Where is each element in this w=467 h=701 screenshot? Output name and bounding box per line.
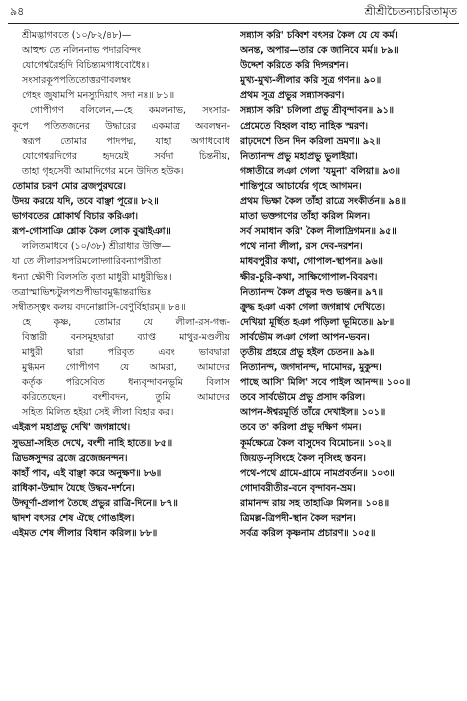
left-column-line: ধন্যা ক্ষৌণী বিলসতি বৃতা মাধুরী মাধুরীভিঃ। [12, 271, 172, 283]
right-column-line: মাতা ভক্তগণের তাঁহা করিল মিলন। [240, 211, 371, 223]
right-column-line: সন্ন্যাস করি' চব্বিশ বৎসর কৈল যে যে কর্ম। [240, 30, 398, 41]
right-column-line: মুখ্য-মুখ্য-লীলার করি সূত্র গণন॥ ৯০॥ [240, 75, 382, 87]
right-column-line: গঙ্গাতীরে লঞা গেলা 'যমুনা' বলিয়া॥ ৯৩॥ [240, 165, 400, 177]
header-rule [8, 23, 459, 24]
right-column-line: শান্তিপুরে আচার্যের গৃহে আগমন। [240, 180, 362, 192]
running-title: শ্রীশ্রীচৈতন্যচরিতামৃত [364, 5, 457, 18]
left-text-column [12, 28, 230, 541]
left-column-line: কূপে পতিতজনের উদ্ধারের একমাত্র অবলম্বন- [12, 120, 230, 132]
left-column-line: সুভদ্রা-সহিত দেখে, বংশী নাহি হাতে॥ ৮৫॥ [12, 437, 173, 449]
right-column-line: সার্বভৌম লঞা গেলা আপন-ভবন। [240, 331, 370, 343]
right-column-line: পথে-পথে গ্রামে-গ্রামে নামপ্রবর্তন॥ ১০৩॥ [240, 467, 395, 479]
right-column-line: তৃতীয় প্রহরে প্রভু হইল চেতন॥ ৯৯॥ [240, 346, 375, 358]
right-column-line: সর্বত্র করিল কৃষ্ণনাম প্রচারণ॥ ১০৫॥ [240, 528, 376, 540]
right-column-line: দেখিয়া মূর্ছিত হঞা পড়িলা ভূমিতে॥ ৯৮॥ [240, 316, 395, 328]
left-column-line: রূপ-গোসাঞি শ্লোক কৈল লোক বুঝাইঞা॥ [12, 226, 171, 238]
right-column-line: ক্ষীর-চুরি-কথা, সাক্ষিগোপাল-বিবরণ। [240, 271, 378, 283]
left-column-line: মুগ্ধমন গোপীগণ যে আমরা, আমাদের [22, 362, 230, 374]
left-column-line: ভাগবতের শ্লোকার্থ বিচার করিঞা। [12, 211, 139, 223]
left-column-line: মাধুরী দ্বারা পরিবৃত এবং ভাবদ্বারা [22, 346, 230, 358]
left-column-line: ত্রিভঙ্গসুন্দর ব্রজে ব্রজেন্দ্রনন্দন। [12, 452, 128, 464]
left-column-line: গোপীগণ বলিলেন,—হে কমলনাভ, সংসার- [30, 105, 230, 117]
page-number: ৯৪ [10, 5, 25, 18]
right-column-line: অনন্ত, অপার—তার কে জানিবে মর্ম॥ ৮৯॥ [240, 45, 399, 57]
left-column-line: শ্রীমদ্ভাগবতে (১০/৮২/৪৮)— [22, 30, 132, 41]
left-column-line: গেহং জুষামপি মনস্যুদিয়াৎ সদা নঃ॥ ৮১॥ [22, 90, 175, 102]
right-column-line: মাধবপুরীর কথা, গোপাল-স্থাপন॥ ৯৬॥ [240, 256, 383, 268]
right-column-line: আপন-ঈশ্বরমূর্তি তাঁরে দেখাইল॥ ১০১॥ [240, 407, 386, 419]
left-column-line: সহিত মিলিত হইয়া সেই লীলা বিহার কর। [22, 407, 174, 419]
right-column-line: গোদাবরীতীর-বনে বৃন্দাবন-ভ্রম। [240, 482, 356, 494]
right-column-line: ক্রুদ্ধ হঞা একা গেলা জগন্নাথ দেখিতে। [240, 301, 386, 313]
left-column-line: রাধিকা-উন্মাদ যৈছে উদ্ধব-দর্শনে। [12, 482, 135, 494]
left-column-line: এইরূপ মহাপ্রভু দেখি' জগন্নাথে। [12, 422, 131, 434]
left-column-line: তত্রাস্মাভিশ্চটুলপশুপীভাবমুগ্ধান্তরাভিঃ [12, 286, 152, 298]
left-column-line: এইমত শেষ লীলার বিধান করিল॥ ৮৮॥ [12, 528, 158, 540]
right-column-line: নিত্যানন্দ, জগদানন্দ, দামোদর, মুকুন্দ। [240, 362, 382, 374]
left-column-line: উদয় করয়ে যদি, তবে বাঞ্ছা পূরে॥ ৮২॥ [12, 196, 159, 208]
right-column-line: জিয়ড়-নৃসিংহে কৈল নৃসিংহ স্তবন। [240, 452, 366, 464]
right-column-line: প্রথম ভিক্ষা কৈল তাঁহা রাত্রে সংকীর্তন॥ ৯৪॥ [240, 196, 406, 208]
left-column-line: যোগেশ্বরদিগের হৃদয়েই সর্বদা চিন্তনীয়, [22, 150, 230, 162]
right-column-line: উদ্দেশ করিতে করি দিগ্দরশন। [240, 60, 349, 72]
right-column-line: কূর্মক্ষেত্রে কৈল বাসুদেব বিমোচন॥ ১০২॥ [240, 437, 392, 449]
left-column-line: যোগেশ্বরৈর্হৃদি বিচিন্ত্যমগাধবোধৈঃ। [22, 60, 150, 72]
right-column-line: প্রথম সূত্র প্রভুর সন্ন্যাসকরণ। [240, 90, 345, 102]
left-column-line: ললিতমাধবে (১০/৩৮) শ্রীরাধার উক্তি— [22, 241, 171, 253]
left-column-line: বিস্তারী বনসমূহদ্বারা ব্যাপ্ত মাথুর-মণ্ডলীয় [22, 331, 230, 343]
right-column-line: নিত্যানন্দ কৈল প্রভুর দণ্ড ভঞ্জন॥ ৯৭॥ [240, 286, 383, 298]
left-column-line: যা তে লীলারসপরিমলোদ্গারিবন্যাপরীতা [12, 256, 162, 268]
right-column-line: তবে ত' করিলা প্রভু দক্ষিণ গমন। [240, 422, 362, 434]
left-column-line: হে কৃষ্ণ, তোমার যে লীলা-রস-গন্ধ- [22, 316, 230, 328]
left-column-line: কর্তৃক পরিসেবিত ধন্যবৃন্দাবনভূমি বিলাস [22, 377, 230, 389]
left-column-line: দ্বাদশ বৎসর শেষ ঐছে গোঙাইল। [12, 513, 135, 524]
right-column-line: নিত্যানন্দ প্রভু মহাপ্রভু ভুলাইয়া। [240, 150, 358, 162]
left-column-line: স্বরূপ তোমার পাদপদ্ম, যাহা অগাধবোধ [22, 135, 230, 147]
right-column-line: প্রেমেতে বিহ্বল বাহ্য নাহিক স্মরণ। [240, 120, 369, 132]
right-column-line: ত্রিমল্ল-ত্রিপদী-স্থান কৈল দরশন। [240, 513, 356, 524]
right-column-line: সন্ন্যাস করি' চলিলা প্রভু শ্রীবৃন্দাবন॥ ৯১॥ [240, 105, 394, 117]
right-column-line: তবে সার্বভৌমে প্রভু প্রসাদ করিল। [240, 392, 366, 404]
left-column-line: উদ্ঘূর্ণা-প্রলাপ তৈছে প্রভুর রাত্রি-দিনে॥ ৮৭॥ [12, 497, 178, 509]
right-column-line: রামানন্দ রায় সহ তাহাঞি মিলন॥ ১০৪॥ [240, 497, 390, 509]
left-column-line: তোমার চরণ মোর ব্রজপুরঘরে। [12, 180, 126, 192]
left-column-line: আহুশ্চ তে নলিননাভ পদারবিন্দং [22, 45, 141, 57]
left-column-line: সংসারকূপপতিতোত্তরণাবলম্বং [22, 75, 131, 87]
page-header [10, 4, 457, 22]
right-column-line: পাছে আসি' মিলি' সবে পাইল আনন্দ॥ ১০০॥ [240, 377, 411, 389]
right-column-line: সর্ব সমাধান করি' কৈল নীলাদ্রিগমন॥ ৯৫॥ [240, 226, 397, 238]
right-column-line: পথে নানা লীলা, রস দেব-দরশন। [240, 241, 363, 253]
left-column-line: করিতেছেন। বংশীবদন, তুমি আমাদের [22, 392, 230, 404]
right-column-line: রাঢ়দেশে তিন দিন করিলা ভ্রমণ॥ ৯২॥ [240, 135, 381, 147]
left-column-line: সম্বীতস্ত্বং কলয় বদনোল্লাসি-বেণুর্বিহারম্॥ ৮৪॥ [12, 301, 186, 313]
right-text-column [240, 28, 459, 541]
left-column-line: তাহা গৃহসেবী আমাদিগের মনে উদিত হউক। [22, 165, 184, 177]
left-column-line: কাহাঁ পাব, এই বাঞ্ছা করে অনুক্ষণ॥ ৮৬॥ [12, 467, 162, 479]
